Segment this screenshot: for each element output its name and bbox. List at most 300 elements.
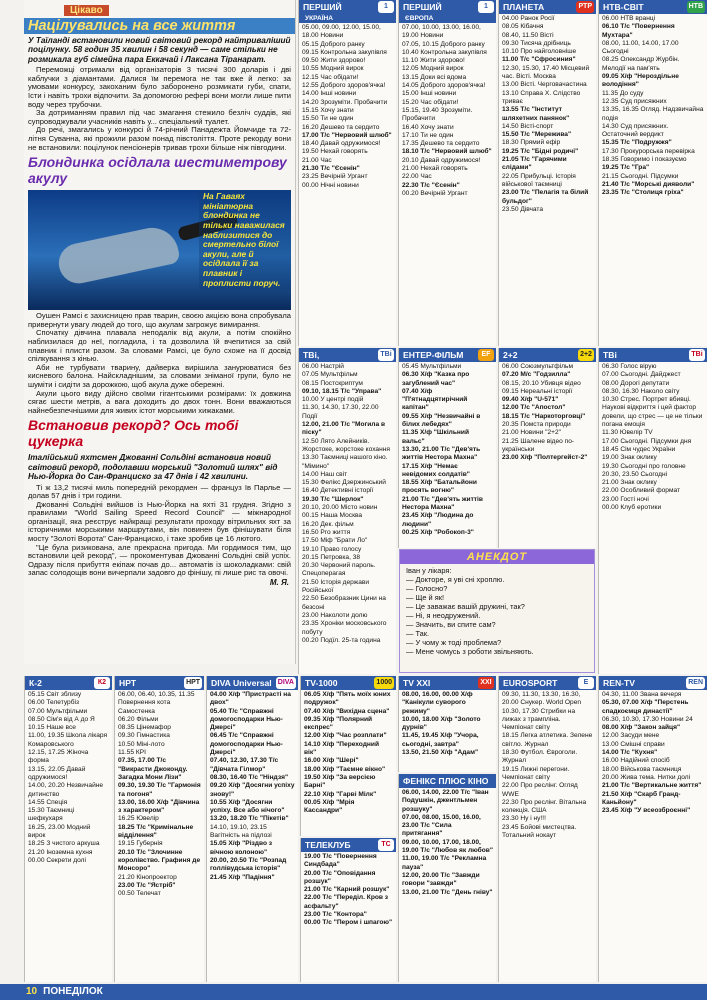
anekdot-body xyxy=(400,564,594,658)
schedule-list xyxy=(399,690,496,758)
schedule-item: 14.00 Інші новини xyxy=(302,90,357,98)
schedule-item: 08.15 Постскриптум xyxy=(302,379,363,387)
schedule-item: 19.50 Х/ф "За версією Барні" xyxy=(304,773,376,790)
channel-header: 2+2 2+2 xyxy=(499,348,596,362)
schedule-item: 14.55 Спеція xyxy=(28,798,68,806)
schedule-item: 15.30 Фелікс Дзержинський xyxy=(302,479,386,487)
schedule-item: 08.00 Дорогі депутати xyxy=(602,379,670,387)
schedule-item: 17.00 Сьогодні. Підсумки дня xyxy=(602,437,692,445)
schedule-item: 21.00 Т/с "Дев'ять життів Нестора Махна" xyxy=(402,495,483,512)
schedule-item: 06.45 Т/с "Справжні домогосподарки Нью-Джерсі" xyxy=(210,732,283,757)
article3-body xyxy=(24,484,295,579)
schedule-item: 15.50 Ти не один xyxy=(302,115,354,123)
schedule-item: 07.20 М/с "Годзилла" xyxy=(502,371,571,379)
channel-logo-icon: НРТ xyxy=(184,677,202,689)
schedule-item: 16.20 Дек. фільм xyxy=(302,520,354,528)
channel-perhyi-europa xyxy=(398,0,496,346)
schedule-item: 11.35 Х/ф "Шкільний вальс" xyxy=(402,429,470,445)
schedule-item: 23.25 Вечірній Ургант xyxy=(302,173,368,181)
schedule-item: 10.10 Про найголовніше xyxy=(502,48,577,56)
channel-tvi-right xyxy=(598,348,707,674)
schedule-item: 16.40 Хочу знати xyxy=(402,123,454,131)
schedule-item: 09.35 Х/ф "Полярний експрес" xyxy=(304,715,373,732)
schedule-item: 17.50 Міф "Брати Ло" xyxy=(302,537,368,545)
schedule-item: 23.00 Х/ф "Полтергейст-2" xyxy=(502,454,588,462)
channel-logo-icon: РТР xyxy=(576,1,594,13)
page-day: ПОНЕДІЛОК xyxy=(43,986,103,997)
schedule-item: 12.00 Засуди мене xyxy=(602,732,660,740)
schedule-item: 09.10, 18.15 Т/с "Управа" xyxy=(302,387,382,395)
article3-para: Ті ж 13,2 тисячі миль попередній рекордмен — француз Ів Парлье — долав 57 днів і три години. xyxy=(28,482,291,501)
schedule-item: 07.00 Сьогодні. Дайджест xyxy=(602,371,681,379)
schedule-item: 06.00, 06.40, 10.35, 11.35 Повернення кота Самостенка xyxy=(118,691,195,715)
schedule-item: 12.00 Т/с "Апостол" xyxy=(502,404,566,412)
channel-header: TV-1000 1000 xyxy=(301,676,396,690)
schedule-item: 16.00 Х/ф "Шері" xyxy=(304,757,359,765)
schedule-item: 18.30 Футбол. Євроголи. Журнал xyxy=(502,749,578,765)
schedule-item: 21.50 Х/ф "Скарб Гранд-Каньйону" xyxy=(602,790,681,806)
schedule-item: 09.00, 10.00, 17.00, 18.00, 19.00 Т/с "Любов як любов" xyxy=(402,838,493,855)
schedule-item: 00.25 Х/ф "Робокоп-3" xyxy=(402,528,474,536)
channel-logo-icon: EF xyxy=(478,349,494,361)
schedule-item: 20.15 Петровка, 38 xyxy=(302,553,361,561)
channel-header: REN-TV REN xyxy=(599,676,707,690)
schedule-item: 22.00 Про реслінг. Огляд WWE xyxy=(502,782,578,798)
schedule-item: 23.30 Ну і ну!!! xyxy=(502,815,546,823)
schedule-item: 00.05 Х/ф "Мрія Кассандри" xyxy=(304,798,355,815)
schedule-item: 21.30 Т/с "Єсенін" xyxy=(302,165,360,173)
schedule-item: 16.40 Детективні історії xyxy=(302,487,374,495)
channel-tvi xyxy=(298,348,396,674)
schedule-item: 10.00 У центрі подій xyxy=(302,396,364,404)
schedule-item: 21.25 Шалене відео по-українськи xyxy=(502,437,575,453)
channel-logo-icon: DIVA xyxy=(276,677,296,689)
channel-logo-icon: TBi xyxy=(689,349,705,361)
schedule-item: 07.40 Х/ф "П'ятнадцятирічний капітан" xyxy=(402,387,468,412)
schedule-item: 09.15 Нереальні історії xyxy=(502,387,573,395)
schedule-item: 15.15 Хочу знати xyxy=(302,106,354,114)
schedule-item: 11.30, 14.30, 17.30, 22.00 Події xyxy=(302,404,379,420)
schedule-item: 16.20 Дешево та сердито xyxy=(302,123,380,131)
schedule-item: 06.30 Голос вірую xyxy=(602,363,657,370)
schedule-item: 00.00 Т/с "Пером і шпагою" xyxy=(304,919,393,927)
schedule-item: 21.00 Нехай говорять xyxy=(402,165,468,173)
schedule-item: 16.50 Рго життя xyxy=(302,528,351,536)
schedule-item: 23.50 Дівчата xyxy=(502,205,544,213)
schedule-item: 18.10 Т/с "Нервовий шлюб" xyxy=(402,148,492,156)
page-number: 10 xyxy=(26,986,38,997)
channel-logo-icon: TC xyxy=(378,839,394,851)
schedule-item: 13.15, 22.05 Давай одружимося! xyxy=(28,765,86,781)
schedule-item: 12.35 Суд присяжних xyxy=(602,97,667,105)
schedule-item: 15.35 Т/с "Подружжя" xyxy=(602,139,672,147)
schedule-item: 18.00 Військова таємниця xyxy=(602,765,682,773)
schedule-item: 10.55 Модний вирок xyxy=(302,65,364,73)
schedule-item: 06.00 Телетурбіз xyxy=(28,699,79,707)
photo-caption: На Гаваях мініатюрна блондинка не тільки наважилася наблизитися до смертельно білої акули, але й осідлала її за плавник і проплисти поруч. xyxy=(199,190,291,290)
schedule-item: 21.45 Х/ф "Падіння" xyxy=(210,873,275,881)
channel-perhyi-ukraina xyxy=(298,0,396,346)
schedule-item: 13.30, 21.00 Т/с "Дев'ять життів Нестора Махна" xyxy=(402,445,481,462)
schedule-item: 19.00 Знак оклику xyxy=(602,454,657,462)
schedule-item: — Мене чомусь з роботи звільняють. xyxy=(406,647,534,656)
schedule-item: 09.30, 11.30, 13.30, 16.30, 20.00 Снукер. World Open xyxy=(502,691,582,707)
schedule-item: 21.15 Сьогодні. Підсумки xyxy=(602,172,679,180)
schedule-list xyxy=(299,362,396,646)
schedule-list xyxy=(115,690,204,899)
schedule-item: 16.00 Надійний спосіб xyxy=(602,757,670,765)
article1-para: До речі, змагались у конкурсі й 74-річний Панадежта Йомчиде та 72-літня Суванна, які прожили разом понад півстоліття. Проте рекорду вони не встановили: поцілунок пенсіонерів тривав трохи більше ніж півгодини. xyxy=(28,125,291,152)
schedule-item: 13.00, 21.00 Т/с "День гніву" xyxy=(402,888,493,896)
channel-tvxxi xyxy=(398,676,496,772)
article3-lead: Італійський яхтсмен Джованні Сольдіні встановив новий світовий рекорд, подолавши морський "Золотий шлях" від Нью-Йорка до Сан-Франциско за 47 днів і 42 хвилини. xyxy=(28,453,278,482)
channel-header: ФЕНІКС ПЛЮС КІНО xyxy=(399,774,496,788)
schedule-item: 09.30, 19.30 Т/с "Гармонія та погоня" xyxy=(118,782,201,798)
schedule-item: 10.40 Контрольна закупівля xyxy=(402,48,487,56)
schedule-item: 19.25 Т/с "Гра" xyxy=(602,164,650,172)
anekdot-box xyxy=(399,549,595,673)
channel-header: ТВі TBi xyxy=(599,348,707,362)
schedule-item: 10.15 Наше все xyxy=(28,724,76,732)
schedule-item: 00.20 Подїл. 25-та година xyxy=(302,636,381,644)
channel-header: ПЕРШИЙ 1 xyxy=(299,0,396,14)
schedule-item: 08.50 Сім'я від А до Я xyxy=(28,715,95,723)
schedule-item: 18.25 З чистого аркуша xyxy=(28,840,100,848)
schedule-item: 09.05 Х/ф "Нероздільне володіння" xyxy=(602,73,679,89)
schedule-item: 11.30 Ювелір TV xyxy=(602,429,653,437)
channel-ntv-svit xyxy=(598,0,707,346)
schedule-item: 06.00 НТВ вранці xyxy=(602,15,656,22)
schedule-item: 08.30, 16.30 Наколо світу xyxy=(602,387,680,395)
schedule-item: 21.00 Новини "2+2" xyxy=(502,429,561,437)
schedule-list xyxy=(599,362,707,513)
schedule-item: 14.10 Х/ф "Переходний вік" xyxy=(304,740,380,757)
schedule-item: 06.10 Т/с "Повернення Мухтара" xyxy=(602,23,675,39)
schedule-item: 14.20 Зрозуміти. Пробачити xyxy=(302,98,388,106)
anekdot-title: АНЕКДОТ xyxy=(400,550,594,564)
schedule-item: 08.05 Кібачня xyxy=(502,23,544,31)
article1-title: Націлувались на все життя xyxy=(28,18,236,34)
schedule-item: 22.10 Х/ф "Гарві Мілк" xyxy=(304,790,377,798)
schedule-item: 23.35 Хроніки московського побуту xyxy=(302,620,387,636)
schedule-item: 06.00 Настрій xyxy=(302,363,344,370)
schedule-item: 13.00 Вісті. Черговачастина xyxy=(502,81,587,89)
article2-para: Оушен Рамсі є захисницею прав тварин, своєю акцією вона спробувала привернути увагу людей до того, що акулам загрожує вимирання. xyxy=(28,311,291,329)
channel-logo-icon: К2 xyxy=(94,677,110,689)
channel-enter-film xyxy=(398,348,496,548)
schedule-item: 10.30 Стрес. Портрет вбивці. Наукові відкриття і цей фактор довели, що стрес — це не тільки погана емоція xyxy=(602,396,703,429)
schedule-item: 09.30 Тисяча дрібниць xyxy=(502,39,571,47)
schedule-item: 06.30, 10.30, 17.30 Новини 24 xyxy=(602,715,693,723)
schedule-item: 12.00 Х/ф "Час розплати" xyxy=(304,732,387,740)
schedule-item: 23.45 Х/ф "У всеозброєнні" xyxy=(602,807,691,815)
schedule-item: 13.00, 16.00 Х/ф "Дівчина з характером" xyxy=(118,798,200,815)
schedule-item: 18.30 Прямий ефір xyxy=(502,139,561,147)
schedule-item: 08.40, 11.50 Вісті xyxy=(502,31,554,39)
channel-feniks xyxy=(398,774,496,982)
channel-header: EUROSPORT E xyxy=(499,676,596,690)
schedule-item: 04.00 Ранок Росії xyxy=(502,15,555,22)
schedule-item: 07.00 Мультфільми xyxy=(28,707,88,715)
schedule-item: 22.00 Т/с "Переділ. Кров з асфальту" xyxy=(304,894,389,910)
channel-header: К-2 К2 xyxy=(25,676,112,690)
schedule-item: 08.25 Олександр Журбін. Мелодії на пам'ять xyxy=(602,56,680,72)
schedule-item: 15.20 Час обідати! xyxy=(402,98,459,106)
schedule-item: 21.20 Кінопроектор xyxy=(118,873,177,881)
schedule-item: 09.55 Х/ф "Незвичайні в білих лебедях" xyxy=(402,412,481,429)
schedule-item: 09.15 Контрольна закупівля xyxy=(302,48,387,56)
schedule-item: 09.50 Жити здорово! xyxy=(302,57,366,65)
schedule-item: 18.40 Давай одружимося! xyxy=(302,140,381,148)
schedule-item: 20.00 Т/с "Оповідання розшук" xyxy=(304,869,376,885)
schedule-item: 10.50 Міні-лото xyxy=(118,740,165,748)
schedule-item: 19.25 Т/с "Бідні родичі" xyxy=(502,147,579,155)
schedule-list xyxy=(399,788,496,898)
schedule-list xyxy=(599,14,707,199)
schedule-item: 15.05 Х/ф "Різдво з вічною колоною" xyxy=(210,840,273,856)
schedule-item: 23.00 Гості ночі xyxy=(602,495,649,503)
schedule-item: 13.50, 21.50 Х/ф "Адам" xyxy=(402,749,479,757)
schedule-item: 17.30 Прокурорська перевірка xyxy=(602,147,695,155)
schedule-item: 16.25, 23.00 Модний вирок xyxy=(28,823,91,840)
schedule-item: 09.40 Х/ф "U-571" xyxy=(502,396,559,404)
schedule-item: 09.20 Х/ф "Досягни успіху знову!" xyxy=(210,782,295,798)
schedule-list xyxy=(207,690,298,883)
schedule-item: Іван у лікаря: xyxy=(406,566,452,575)
schedule-item: 19.30 Т/с "Шерлок" xyxy=(302,495,364,503)
schedule-item: 06.20 Фільми xyxy=(118,715,159,723)
section-tag: Цікаво xyxy=(64,5,109,16)
schedule-item: 04.30, 11.00 Звана вечеря xyxy=(602,691,682,698)
schedule-item: 14.05 Доброго здоров'ячка! xyxy=(402,82,486,90)
article1-lead: У Таїланді встановили новий світовий рекорд найтриваліший поцілунку. 58 годин 35 хвилин і 58 секунд — саме стільки не розмикала губ сімейна пара Еккачай і Лаксана Тіранарат. xyxy=(28,36,291,64)
channel-header: НТВ-СВІТ НТВ xyxy=(599,0,707,14)
schedule-item: 15.00 Інші новини xyxy=(402,90,457,98)
schedule-item: 11.35 До суду xyxy=(602,89,644,97)
schedule-item: 12.05 Модний вирок xyxy=(402,65,464,73)
schedule-item: 07.35, 17.00 Т/с "Викрасти Джоконду. Загадка Мони Лізи" xyxy=(118,757,188,781)
schedule-item: 22.50 Безобразник Цини на безсоні xyxy=(302,595,386,611)
schedule-item: 14.50 Вісті-спорт xyxy=(502,122,554,130)
schedule-item: — Докторе, я уві сні хроплю. xyxy=(406,575,505,584)
schedule-item: 20.10 Т/с "Злочинне королівство. Графиня де Монсоро" xyxy=(118,848,201,873)
schedule-item: 18.45 Сім чудес України xyxy=(602,445,676,453)
schedule-item: 21.00 Знак оклику xyxy=(602,479,657,487)
schedule-item: 06.30 Х/ф "Казка про загублений час" xyxy=(402,371,470,387)
schedule-item: 05.45 Мультфільми xyxy=(402,363,462,370)
schedule-item: 13.15 Доки всі вдома xyxy=(402,73,467,81)
schedule-item: 10.30, 17.30 Стрибки на лижах з трампліна. Чемпіонат світу xyxy=(502,707,576,732)
article2-title: Блондинка осідлала шестиметрову акулу xyxy=(28,154,287,187)
schedule-item: 14.30 Суд присяжних. Остаточний вердикт xyxy=(602,122,669,139)
schedule-item: 06.00 Союзмультфільм xyxy=(502,363,573,370)
schedule-list xyxy=(499,362,596,464)
article1-para: Переможці отримали від організаторів 3 тисячі 300 доларів і дві каблучки з діамантами. Далися їм перемога не так вже й легко: за умовами конкурсу, закоханим було заборонено розмикати губи, спати, їсти і навіть трохи відпочити. За допомогою рефері вони могли лише пити воду через трубочки. xyxy=(28,65,291,109)
schedule-item: 11.55 КРІ xyxy=(118,749,146,757)
schedule-item: 12.15, 17.25 Жіноча форма xyxy=(28,749,89,765)
schedule-item: 20.35 Помста природи xyxy=(502,421,571,429)
schedule-item: 18.25 Т/с "Кримінальне відділення" xyxy=(118,823,194,840)
schedule-item: 12.50 Лято Алейників. Жорстоке, жорстоке кохання xyxy=(302,437,390,453)
page-footer xyxy=(0,984,707,1000)
channel-eurosport xyxy=(498,676,596,982)
schedule-item: 13.35, 16.35 Огляд. Надзвичайна подія xyxy=(602,106,704,122)
schedule-item: 17.00 Т/с "Нервовий шлюб" xyxy=(302,131,392,139)
article2-body xyxy=(24,312,295,415)
schedule-item: 05.40 Т/с "Справжні домогосподарки Нью-Джерсі" xyxy=(210,707,283,732)
schedule-item: 11.00, 19.35 Школа лікаря Комаровського xyxy=(28,732,108,748)
article2-para: Аби не турбувати тварину, дайверка вирішила занурюватися без кисневого балона. Найскладнішим, за словами зніманої групи, було не шуміти і сидіти за дорожкою, щоб акула дуже обережні. xyxy=(28,362,291,389)
schedule-item: — У чому ж тоді проблема? xyxy=(406,638,502,647)
schedule-item: 18.35 Говоримо і показуємо xyxy=(602,156,687,164)
schedule-item: 11.00, 19.00 Т/с "Рекламна пауза" xyxy=(402,855,487,871)
schedule-item: 21.40 Т/с "Морські дияволи" xyxy=(602,180,695,188)
schedule-item: 21.50 Історія держави Російської xyxy=(302,578,370,595)
schedule-item: 07.05 Мультфільм xyxy=(302,371,358,379)
schedule-item: 10.55 Х/ф "Досягни успіху. Все або нічого" xyxy=(210,798,285,815)
schedule-item: 20.10, 20.00 Місто новин xyxy=(302,504,378,512)
schedule-list xyxy=(25,690,112,866)
schedule-list xyxy=(399,23,496,199)
schedule-item: 13.30 Таємниці нашого кіно. "Мімино" xyxy=(302,454,388,470)
channel-teleklub xyxy=(300,838,396,982)
schedule-list xyxy=(599,690,707,816)
schedule-item: 12.15 Час обідати! xyxy=(302,73,359,81)
schedule-item: 13.20, 18.20 Т/с "Пікетів" xyxy=(210,815,289,823)
schedule-item: 06.05 Х/ф "Пять моїх юних подружок" xyxy=(304,691,391,707)
channel-planeta xyxy=(498,0,596,346)
schedule-item: — Ні, я неодружений. xyxy=(406,611,481,620)
channel-nrt xyxy=(114,676,204,982)
channel-2plus2 xyxy=(498,348,596,548)
schedule-item: 23.00 Т/с "Ястріб" xyxy=(118,881,176,889)
schedule-item: 18.55 Х/ф "Батальйони просять вогню" xyxy=(402,479,477,495)
schedule-item: — Так. xyxy=(406,629,430,638)
schedule-item: 22.00 Особливий формат xyxy=(602,487,681,495)
article3-sign: М. Я. xyxy=(269,578,289,588)
schedule-item: — Значить, ви спите сам? xyxy=(406,620,496,629)
schedule-list xyxy=(399,362,496,538)
channel-subtitle: УКРАЇНА xyxy=(299,14,396,23)
schedule-item: 05.15 Світ зблизу xyxy=(28,691,82,698)
channel-header: TV XXI XXI xyxy=(399,676,496,690)
channel-logo-icon: 1 xyxy=(478,1,494,13)
schedule-item: 08.00 Х/ф "Закон зайця" xyxy=(602,724,681,732)
schedule-item: 00.20 Вечірній Ургант xyxy=(402,189,468,197)
channel-header: ПЕРШИЙ 1 xyxy=(399,0,496,14)
schedule-item: 11.10 Жити здорово! xyxy=(402,57,465,65)
schedule-item: 07.40 Х/ф "Вихідна сцена" xyxy=(304,707,390,715)
schedule-item: 06.00, 14.00, 22.00 Т/с "Іван Подушкін, джентльмен розшуку" xyxy=(402,789,489,813)
channel-header: ПЛАНЕТА РТР xyxy=(499,0,596,14)
schedule-item: 14.00 Наш світ xyxy=(302,470,348,478)
schedule-item: 11.45, 19.45 Х/ф "Учора, сьогодні, завтра" xyxy=(402,732,479,748)
news-column xyxy=(24,0,296,664)
schedule-item: 00.00 Нічні новини xyxy=(302,181,359,189)
schedule-item: 00.50 Телечат xyxy=(118,890,161,898)
schedule-item: 20.00 Жива тема. Нитки долі xyxy=(602,773,691,781)
article1-body xyxy=(24,66,295,152)
schedule-item: 14.10, 19.10, 23.15 Вагітність на підлозі xyxy=(210,823,272,840)
article1-para: За дотриманням правил під час змагання стежило безліч суддів, які супроводжували учасників навіть у... спеціальний туалет. xyxy=(28,108,291,126)
schedule-item: 19.10 Право голосу xyxy=(302,545,362,553)
schedule-item: 19.50 Нехай говорять xyxy=(302,148,368,156)
article3-title: Встановив рекорд? Ось тобі цукерка xyxy=(28,417,239,450)
channel-logo-icon: XXI xyxy=(478,677,494,689)
article3-para: Джованні Сольдіні вийшов із Нью-Йорка на яхті 31 грудня. Згідно з правилами "World Sailing Speed Record Council" — міжнародної організації, яка реєструє найкращі результати проходу вітрильних яхт за історичними морськими маршрутами, він повинен був фінішувати біля мосту "Золоті Ворота" Сан-Франциско, і таке зробив це 16 лютого. xyxy=(28,499,291,544)
channel-tv1000 xyxy=(300,676,396,836)
schedule-item: 13.10 Справа Х. Слідство триває xyxy=(502,89,581,105)
schedule-item: 07.05, 10.15 Доброго ранку xyxy=(402,40,485,48)
schedule-item: 09.30 Гімнастика xyxy=(118,732,170,740)
schedule-item: — Голосно? xyxy=(406,584,448,593)
schedule-item: 11.00 Т/с "Сфросиния" xyxy=(502,56,576,64)
schedule-item: 07.00, 08.00, 15.00, 16.00, 23.00 Т/с "Сила притягання" xyxy=(402,813,481,838)
schedule-item: 18.15 Т/с "Наркоторговці" xyxy=(502,412,586,420)
schedule-item: — Це заважає вашій дружині, так? xyxy=(406,602,525,611)
schedule-list xyxy=(301,852,396,929)
schedule-item: 00.00 Клуб еротики xyxy=(602,504,662,512)
schedule-item: 07.00, 10.00, 13.00, 16.00, 19.00 Новини xyxy=(402,24,481,40)
schedule-item: 17.35 Дешево та сердито xyxy=(402,140,480,148)
schedule-item: 21.00 Т/с "Вертикальне життя" xyxy=(602,782,702,790)
schedule-item: 08.00, 11.00, 14.00, 17.00 Сьогодні xyxy=(602,39,679,56)
schedule-item: 00.00 Секрети долі xyxy=(28,856,86,864)
schedule-item: 17.10 Ти не один xyxy=(402,131,454,139)
channel-logo-icon: E xyxy=(578,677,594,689)
channel-logo-icon: НТВ xyxy=(687,1,705,13)
channel-logo-icon: 2+2 xyxy=(578,349,594,361)
article2-para: Спочатку дівчина плавала неподалік від акули, а потім спокійно наблизилася до неї, погладила, і та дозволила їй вчепитися за свій плавник і плисти разом. За словами Рамсі, це було схоже на її досвід спілкування з кінью. xyxy=(28,328,291,364)
schedule-item: 23.35 Т/с "Столиця гріха" xyxy=(602,189,684,197)
schedule-item: 13.00 Смішні справи xyxy=(602,740,665,748)
schedule-list xyxy=(301,690,396,816)
channel-header: НРТ НРТ xyxy=(115,676,204,690)
schedule-item: 22.30 Т/с "Єсенін" xyxy=(402,181,460,189)
schedule-item: 20.30 Червоний пароль. Спецоперагая xyxy=(302,562,376,578)
schedule-item: 23.00 Т/с "Контора" xyxy=(304,911,367,919)
schedule-item: 18.15 Легка атлетика. Зелене світло. Журнал xyxy=(502,732,593,748)
schedule-item: 13.55 Т/с "Інститут шляхетних панянок" xyxy=(502,106,570,122)
schedule-item: 08.00, 16.00, 00.00 Х/ф "Канікули суворого режиму" xyxy=(402,691,473,715)
channel-subtitle: ЄВРОПА xyxy=(399,14,496,23)
schedule-item: 08.35 Цінемафор xyxy=(118,724,171,732)
channel-logo-icon: 1000 xyxy=(374,677,394,689)
channel-header: ТЕЛЕКЛУБ TC xyxy=(301,838,396,852)
schedule-item: 14.00 Т/с "Кухня" xyxy=(602,749,658,757)
schedule-item: 05.30, 07.00 Х/ф "Перстень спадкоємця династії" xyxy=(602,699,689,715)
channel-header: ТВі, TBi xyxy=(299,348,396,362)
channel-logo-icon: 1 xyxy=(378,1,394,13)
article3-para: "Це була ризикована, але прекрасна пригода. Ми гордимося тим, що встановили цей рекорд", — прокоментував Джованні Сольдіні свій успіх. Одразу після прибуття екіпаж почав до... автоматів із шоколадками: свій запас солодощів вони вичерпали задовго до фінішу, пі лише рис та овочі. xyxy=(28,542,291,578)
schedule-item: 21.05 Т/с "Гарячими слідами" xyxy=(502,156,567,172)
schedule-item: 16.25 Ювелір xyxy=(118,815,159,823)
schedule-list xyxy=(299,23,396,191)
channel-header: DIVA Universal DIVA xyxy=(207,676,298,690)
schedule-item: 19.00 Т/с "Повернення Синдбада" xyxy=(304,853,377,869)
schedule-item: 23.45 Х/ф "Людина до людини" xyxy=(402,512,474,528)
schedule-item: 08.15, 20.10 Убивця відео xyxy=(502,379,581,387)
schedule-item: 20.30, 23.50 Сьогодні xyxy=(602,470,668,478)
schedule-item: 00.15 Наша Москва xyxy=(302,512,363,520)
schedule-item: 12.55 Доброго здоров'ячка! xyxy=(302,82,386,90)
schedule-item: 22.05 Прибульці. Історія військової таємниці xyxy=(502,172,576,188)
channel-header: ЕНТЕР-ФІЛЬМ EF xyxy=(399,348,496,362)
channel-k2 xyxy=(24,676,112,982)
schedule-item: 23.00 Т/с "Пелагія та білий бульдог" xyxy=(502,189,589,205)
channel-logo-icon: REN xyxy=(686,677,705,689)
schedule-item: 17.15 Х/ф "Немає невідомих солдатів" xyxy=(402,462,470,478)
